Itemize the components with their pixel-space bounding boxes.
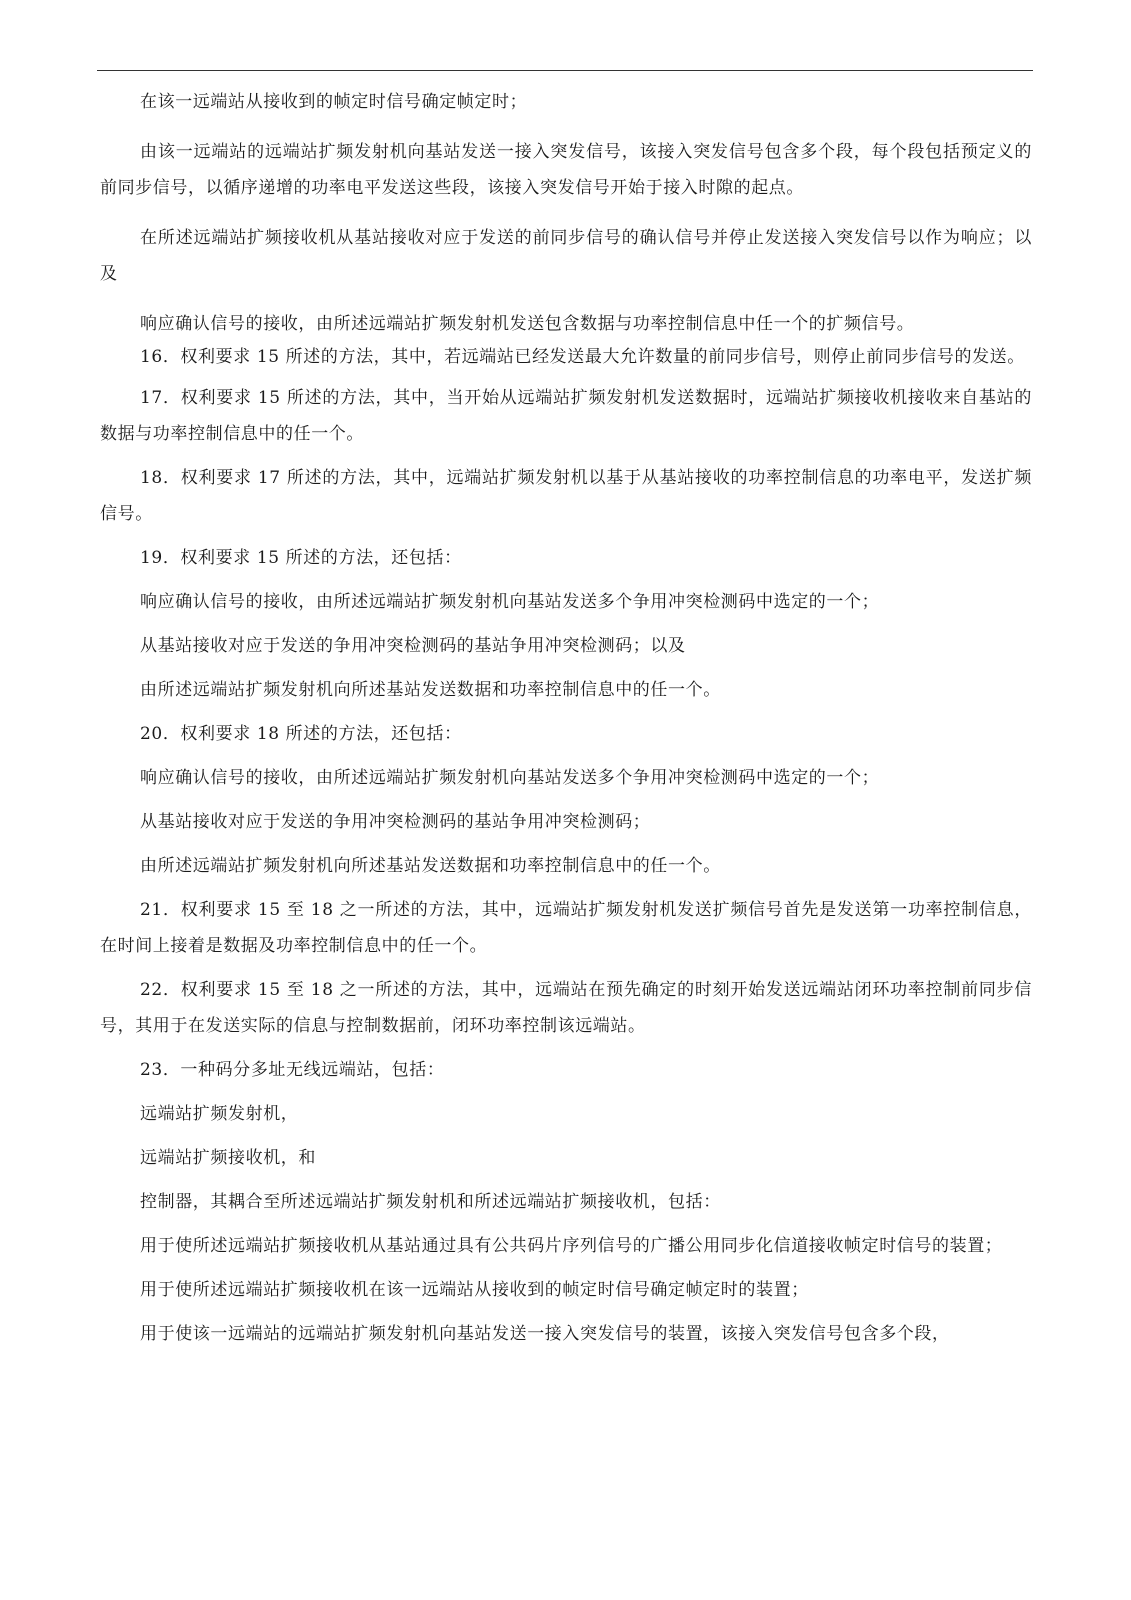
paragraph: 用于使该一远端站的远端站扩频发射机向基站发送一接入突发信号的装置，该接入突发信号包含多个段，	[140, 1324, 950, 1344]
paragraph: 控制器，其耦合至所述远端站扩频发射机和所述远端站扩频接收机，包括：	[140, 1192, 721, 1212]
claim-21: 21．权利要求 15 至 18 之一所述的方法，其中，远端站扩频发射机发送扩频信号首先是发送第一功率控制信息，在时间上接着是数据及功率控制信息中的任一个。	[100, 900, 1032, 956]
paragraph: 在所述远端站扩频接收机从基站接收对应于发送的前同步信号的确认信号并停止发送接入突发信号以作为响应；以及	[100, 228, 1032, 284]
paragraph: 用于使所述远端站扩频接收机在该一远端站从接收到的帧定时信号确定帧定时的装置；	[140, 1280, 809, 1300]
claims-text	[100, 84, 1032, 1352]
paragraph: 远端站扩频发射机，	[140, 1104, 299, 1124]
paragraph: 在该一远端站从接收到的帧定时信号确定帧定时；	[140, 92, 528, 112]
paragraph: 响应确认信号的接收，由所述远端站扩频发射机发送包含数据与功率控制信息中任一个的扩频信号。	[140, 314, 915, 334]
paragraph: 从基站接收对应于发送的争用冲突检测码的基站争用冲突检测码；以及	[140, 636, 686, 656]
claim-23: 23．一种码分多址无线远端站，包括：	[140, 1060, 445, 1080]
header-rule	[97, 70, 1033, 71]
claim-17: 17．权利要求 15 所述的方法，其中，当开始从远端站扩频发射机发送数据时，远端站扩频接收机接收来自基站的数据与功率控制信息中的任一个。	[100, 388, 1032, 444]
claim-20: 20．权利要求 18 所述的方法，还包括：	[140, 724, 462, 744]
claim-16: 16．权利要求 15 所述的方法，其中，若远端站已经发送最大允许数量的前同步信号，则停止前同步信号的发送。	[140, 347, 1025, 367]
paragraph: 由所述远端站扩频发射机向所述基站发送数据和功率控制信息中的任一个。	[140, 856, 721, 876]
paragraph: 由该一远端站的远端站扩频发射机向基站发送一接入突发信号，该接入突发信号包含多个段，每个段包括预定义的前同步信号，以循序递增的功率电平发送这些段，该接入突发信号开始于接入时隙的起点。	[100, 142, 1032, 198]
claim-22: 22．权利要求 15 至 18 之一所述的方法，其中，远端站在预先确定的时刻开始发送远端站闭环功率控制前同步信号，其用于在发送实际的信息与控制数据前，闭环功率控制该远端站。	[100, 980, 1032, 1036]
claim-18: 18．权利要求 17 所述的方法，其中，远端站扩频发射机以基于从基站接收的功率控制信息的功率电平，发送扩频信号。	[100, 468, 1032, 524]
paragraph: 由所述远端站扩频发射机向所述基站发送数据和功率控制信息中的任一个。	[140, 680, 721, 700]
paragraph: 远端站扩频接收机，和	[140, 1148, 316, 1168]
paragraph: 响应确认信号的接收，由所述远端站扩频发射机向基站发送多个争用冲突检测码中选定的一个；	[140, 768, 880, 788]
paragraph: 从基站接收对应于发送的争用冲突检测码的基站争用冲突检测码；	[140, 812, 651, 832]
paragraph: 用于使所述远端站扩频接收机从基站通过具有公共码片序列信号的广播公用同步化信道接收帧定时信号的装置；	[140, 1236, 1003, 1256]
paragraph: 响应确认信号的接收，由所述远端站扩频发射机向基站发送多个争用冲突检测码中选定的一个；	[140, 592, 880, 612]
claim-19: 19．权利要求 15 所述的方法，还包括：	[140, 548, 462, 568]
